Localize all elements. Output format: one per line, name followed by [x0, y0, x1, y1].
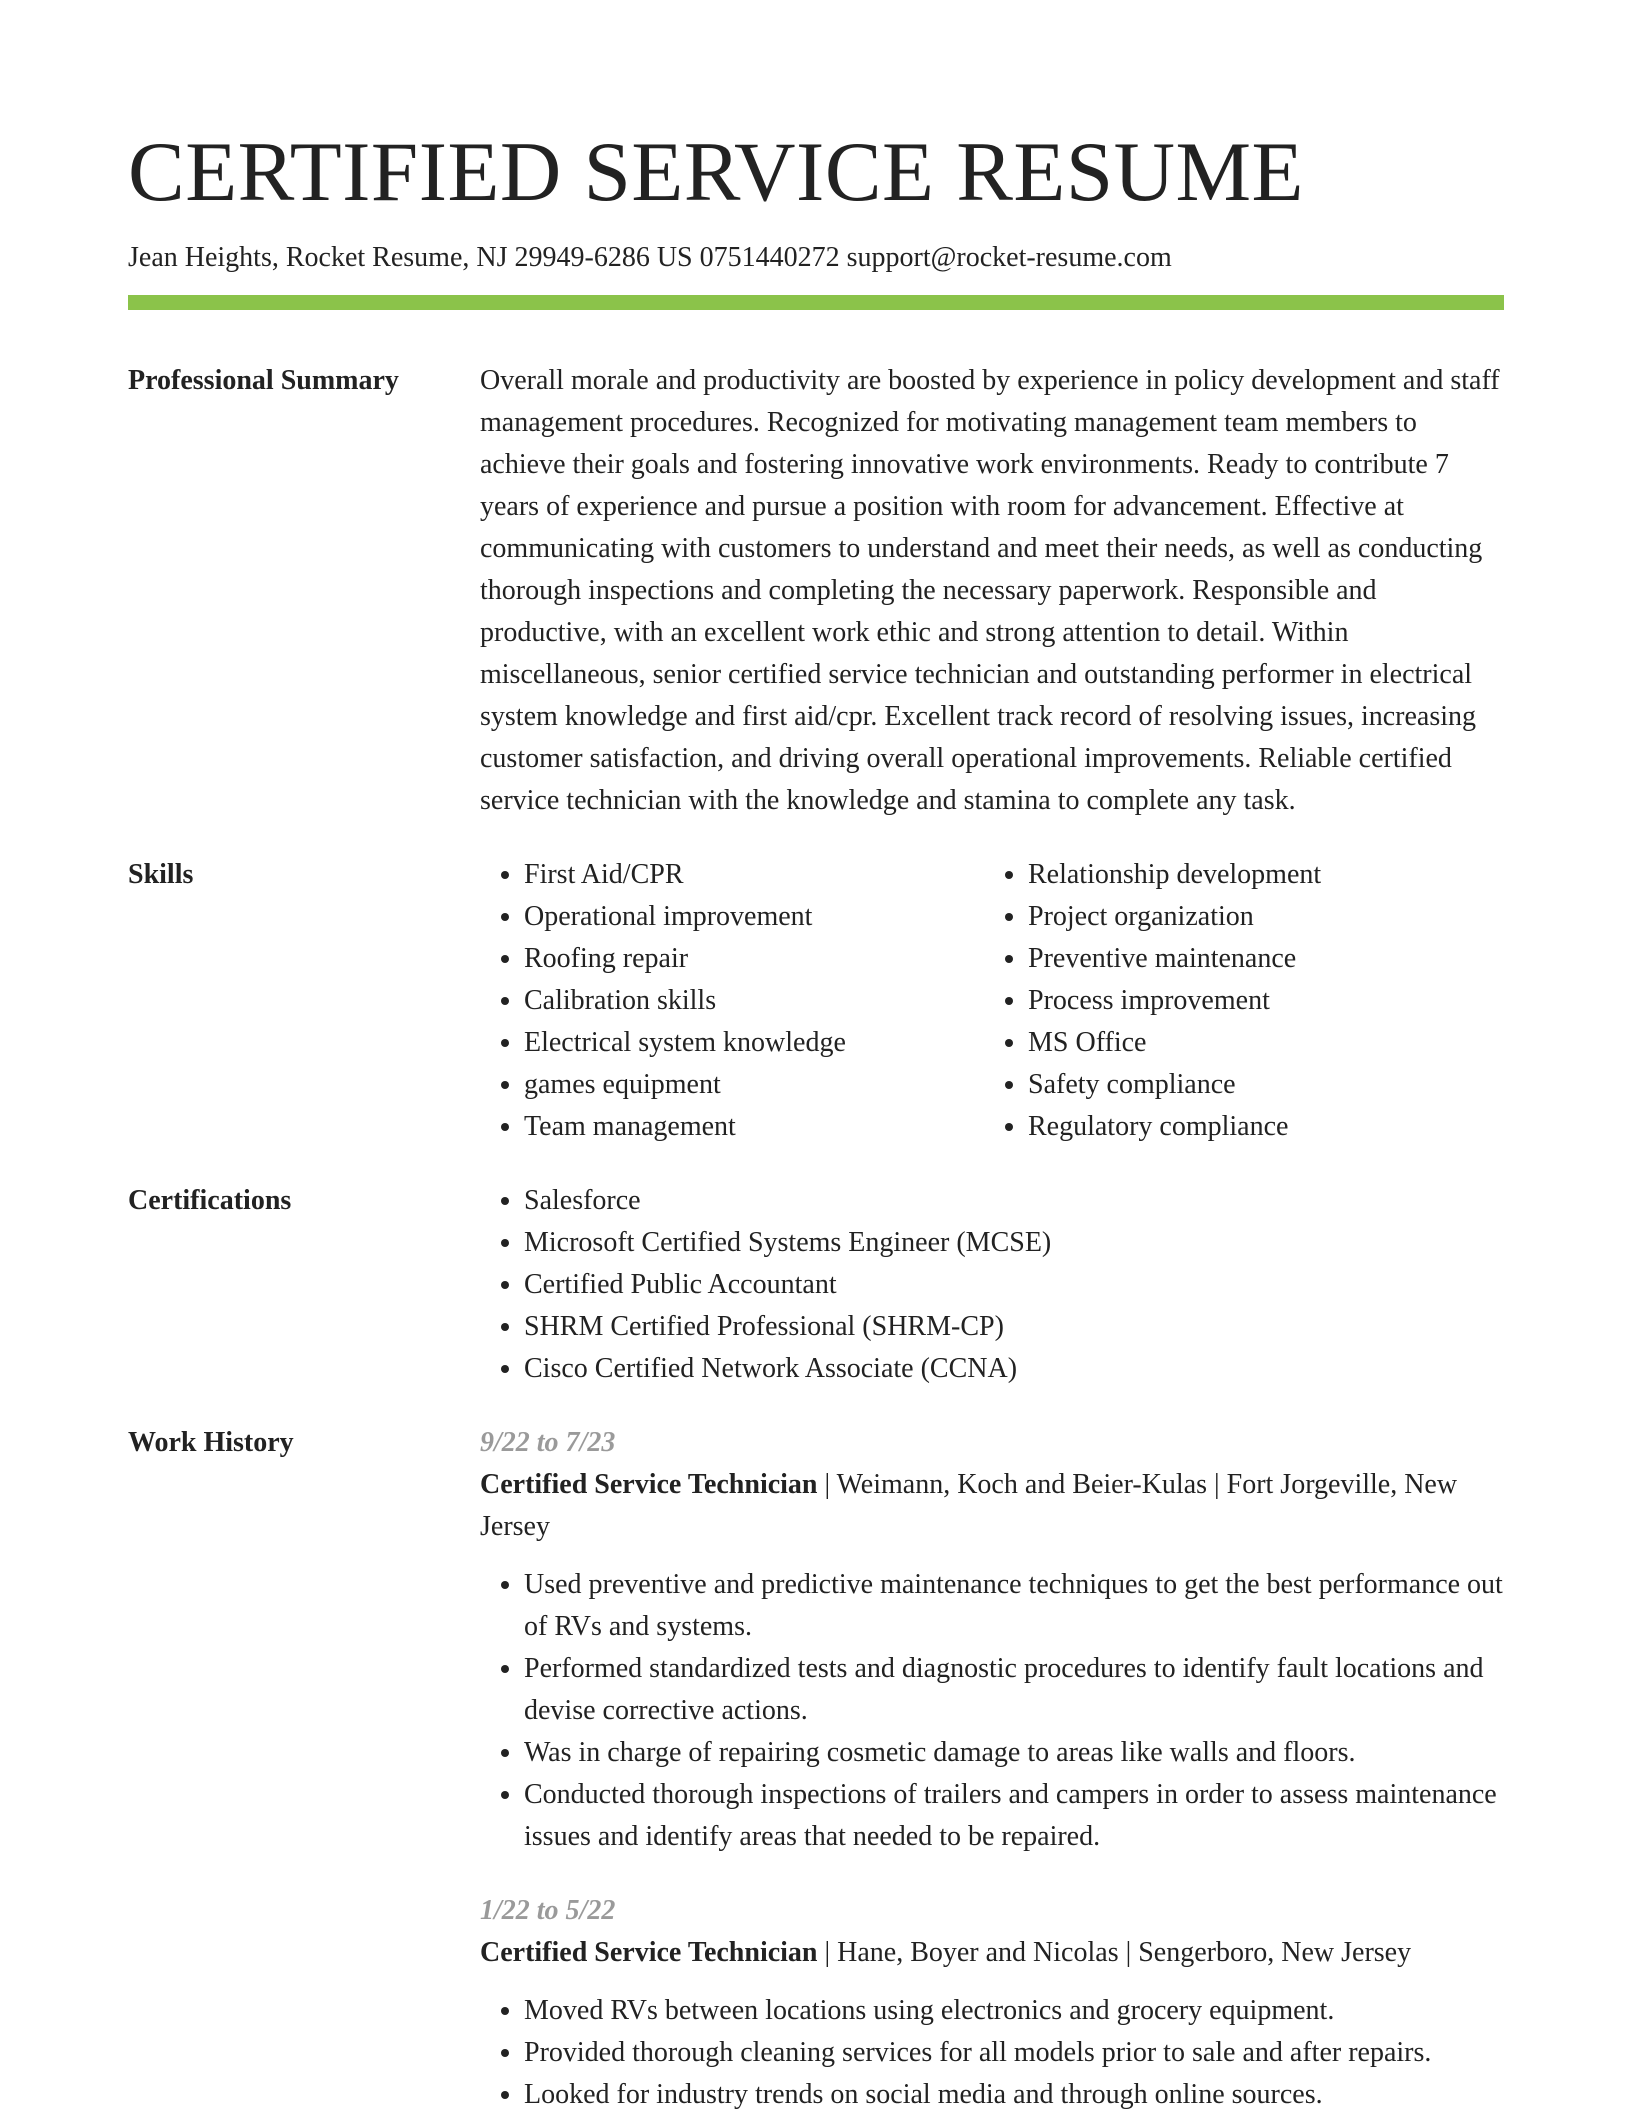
skill-item: • Roofing repair	[524, 938, 984, 980]
skills-column-left	[480, 854, 984, 1148]
job-title: Certified Service Technician	[480, 1936, 818, 1968]
professional-summary-section	[128, 360, 1504, 822]
skill-item: • Calibration skills	[524, 980, 984, 1022]
job-bullet: • Used preventive and predictive maintenance techniques to get the best performance out of RVs and systems.	[524, 1564, 1504, 1648]
certification-item: • Salesforce	[524, 1180, 1504, 1222]
summary-text: Overall morale and productivity are boosted by experience in policy development and staff management procedures. Recognized for motivating management team members to achieve their goals and fostering innovative work environments. Ready to contribute 7 years of experience and pursue a position with room for advancement. Effective at communicating with customers to understand and meet their needs, as well as conducting thorough inspections and completing the necessary paperwork. Responsible and productive, with an excellent work ethic and strong attention to detail. Within miscellaneous, senior certified service technician and outstanding performer in electrical system knowledge and first aid/cpr. Excellent track record of resolving issues, increasing customer satisfaction, and driving overall operational improvements. Reliable certified service technician with the knowledge and stamina to complete any task.	[480, 364, 1500, 816]
skill-item: • Regulatory compliance	[1028, 1106, 1504, 1148]
skill-item: • Relationship development	[1028, 854, 1504, 896]
work-history-section	[128, 1422, 1504, 2116]
skill-item: • Preventive maintenance	[1028, 938, 1504, 980]
section-label-work-history: Work History	[128, 1426, 294, 1458]
job-title: Certified Service Technician	[480, 1468, 818, 1500]
certifications-list	[480, 1180, 1504, 1390]
job-heading	[480, 1932, 1504, 1974]
skill-item: • Operational improvement	[524, 896, 984, 938]
job-entry	[480, 1422, 1504, 1858]
header-divider	[128, 295, 1504, 310]
job-bullet: • Moved RVs between locations using electronics and grocery equipment.	[524, 1990, 1504, 2032]
certifications-section	[128, 1180, 1504, 1390]
job-dates: 9/22 to 7/23	[480, 1426, 616, 1458]
skill-item: • Team management	[524, 1106, 984, 1148]
job-employer-location: | Hane, Boyer and Nicolas | Sengerboro, New Jersey	[817, 1936, 1412, 1968]
skills-list-right	[984, 854, 1504, 1148]
skill-item: • games equipment	[524, 1064, 984, 1106]
certification-item: • Microsoft Certified Systems Engineer (MCSE)	[524, 1222, 1504, 1264]
job-dates: 1/22 to 5/22	[480, 1894, 616, 1926]
skill-item: • Safety compliance	[1028, 1064, 1504, 1106]
job-bullet-list	[480, 1564, 1504, 1858]
job-bullet-list	[480, 1990, 1504, 2116]
skill-item: • MS Office	[1028, 1022, 1504, 1064]
certifications-body	[480, 1180, 1504, 1390]
job-bullet: • Looked for industry trends on social media and through online sources.	[524, 2074, 1504, 2116]
section-label-skills: Skills	[128, 858, 194, 890]
skills-column-right	[984, 854, 1504, 1148]
certification-item: • SHRM Certified Professional (SHRM-CP)	[524, 1306, 1504, 1348]
job-bullet: • Was in charge of repairing cosmetic damage to areas like walls and floors.	[524, 1732, 1504, 1774]
job-bullet: • Conducted thorough inspections of trailers and campers in order to assess maintenance issues and identify areas that needed to be repaired.	[524, 1774, 1504, 1858]
skills-section	[128, 854, 1504, 1148]
certification-item: • Cisco Certified Network Associate (CCNA)	[524, 1348, 1504, 1390]
job-employer-location: | Weimann, Koch and Beier-Kulas | Fort Jorgeville, New Jersey	[480, 1468, 1458, 1542]
professional-summary-body	[480, 360, 1504, 822]
skill-item: • First Aid/CPR	[524, 854, 984, 896]
contact-line: Jean Heights, Rocket Resume, NJ 29949-6286 US 0751440272 support@rocket-resume.com	[128, 242, 1172, 273]
certification-item: • Certified Public Accountant	[524, 1264, 1504, 1306]
job-bullet: • Provided thorough cleaning services for all models prior to sale and after repairs.	[524, 2032, 1504, 2074]
skill-item: • Electrical system knowledge	[524, 1022, 984, 1064]
resume-title: CERTIFIED SERVICE RESUME	[128, 125, 1304, 219]
section-label-professional-summary: Professional Summary	[128, 364, 399, 396]
skills-list-left	[480, 854, 984, 1148]
section-label-certifications: Certifications	[128, 1184, 292, 1216]
skill-item: • Project organization	[1028, 896, 1504, 938]
job-entry	[480, 1890, 1504, 2116]
job-bullet: • Performed standardized tests and diagnostic procedures to identify fault locations and devise corrective actions.	[524, 1648, 1504, 1732]
skill-item: • Process improvement	[1028, 980, 1504, 1022]
job-heading	[480, 1464, 1504, 1548]
skills-grid	[480, 854, 1504, 1148]
work-history-body	[480, 1422, 1504, 2116]
